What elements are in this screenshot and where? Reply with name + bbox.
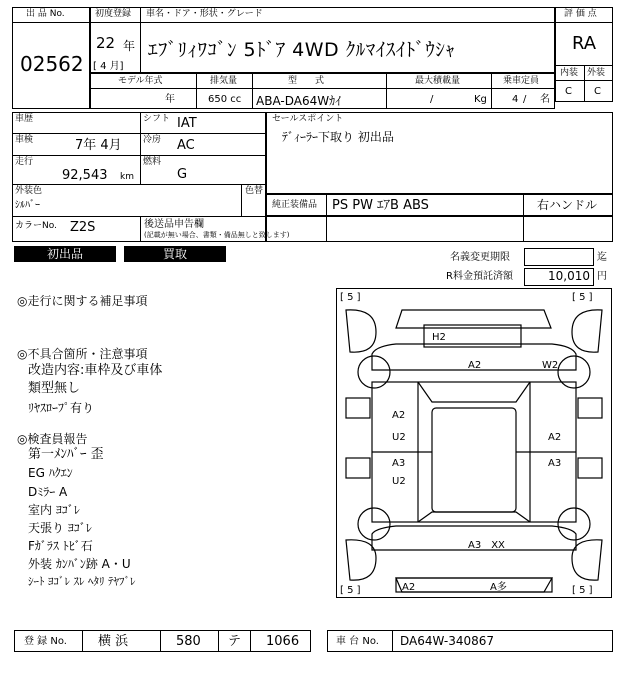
inspector-line: EG ﾊｸｴﾝ bbox=[28, 466, 73, 480]
driving-notes-title: ◎走行に関する補足事項 bbox=[17, 294, 148, 308]
damage-mark: A3 XX bbox=[468, 540, 505, 551]
capacity-value: 4 bbox=[512, 94, 519, 105]
mileage-value: 92,543 bbox=[62, 168, 108, 183]
color-no-value: Z2S bbox=[70, 220, 96, 235]
inspector-line: 外装 ｶﾝﾊﾞﾝ跡 A・U bbox=[28, 557, 131, 571]
color-change-label: 色替 bbox=[245, 186, 264, 196]
damage-mark: A2 bbox=[468, 360, 482, 371]
score-label: 評 価 点 bbox=[564, 9, 597, 19]
equipment-label: 純正装備品 bbox=[272, 200, 318, 210]
name-change-label: 名義変更期限 bbox=[450, 252, 510, 263]
capacity-sep: / bbox=[523, 94, 527, 105]
damage-mark: U2 bbox=[392, 476, 406, 487]
chassis-label: 車 台 No. bbox=[336, 636, 379, 647]
color-label: 外装色 bbox=[15, 186, 43, 196]
model-value: ABA-DA64Wｶｲ bbox=[256, 94, 342, 108]
lot-label: 出 品 No. bbox=[26, 9, 65, 19]
inspector-line: 第一ﾒﾝﾊﾞｰ 歪 bbox=[28, 447, 104, 462]
year-unit: 年 bbox=[123, 39, 136, 53]
exterior-label: 外装 bbox=[587, 68, 606, 78]
damage-mark: A3 bbox=[548, 458, 562, 469]
car-damage-diagram bbox=[336, 288, 612, 598]
recycle-label: R料金預託済額 bbox=[446, 271, 513, 282]
aircon-value: AC bbox=[177, 138, 195, 153]
fuel-label: 燃料 bbox=[143, 157, 162, 167]
history-label: 車歴 bbox=[15, 114, 34, 124]
fuel-value: G bbox=[177, 167, 188, 182]
inspector-line: 天張り ﾖｺﾞﾚ bbox=[28, 521, 92, 535]
corner-label: [ 5 ] bbox=[340, 585, 361, 596]
chassis-number: DA64W-340867 bbox=[400, 634, 495, 648]
name-change-unit: 迄 bbox=[597, 252, 607, 263]
inspection-label: 車検 bbox=[15, 135, 34, 145]
purchase-badge: 買取 bbox=[124, 246, 226, 262]
inspector-title: ◎検査員報告 bbox=[17, 432, 88, 446]
after-extra-box bbox=[266, 216, 613, 242]
reg-kana: テ bbox=[228, 634, 242, 649]
mileage-label: 走行 bbox=[15, 157, 34, 167]
corner-label: [ 5 ] bbox=[572, 292, 593, 303]
reg-label: 登 録 No. bbox=[24, 636, 67, 647]
corner-label: [ 5 ] bbox=[572, 585, 593, 596]
defect-line: 改造内容:車枠及び車体 bbox=[28, 363, 163, 378]
load-label: 最大積載量 bbox=[415, 76, 461, 86]
aircon-label: 冷房 bbox=[143, 135, 162, 145]
defect-line: 類型無し bbox=[28, 381, 81, 396]
after-note: (記載が無い場合、書類・備品無しと致します) bbox=[144, 231, 290, 239]
capacity-unit: 名 bbox=[540, 94, 550, 105]
corner-label: [ 5 ] bbox=[340, 292, 361, 303]
equipment-value: PS PW ｴｱB ABS bbox=[332, 198, 429, 213]
first-reg-label: 初度登録 bbox=[95, 9, 132, 19]
score-value: RA bbox=[572, 33, 597, 54]
defects-title: ◎不具合箇所・注意事項 bbox=[17, 347, 148, 361]
name-label: 車名・ドア・形状・グレード bbox=[146, 9, 263, 19]
displacement-label: 排気量 bbox=[210, 76, 238, 86]
after-label: 後送品申告欄 bbox=[144, 219, 204, 230]
inspection-value: 7年 4月 bbox=[75, 138, 122, 153]
recycle-unit: 円 bbox=[597, 271, 607, 282]
inspector-line: 室内 ﾖｺﾞﾚ bbox=[28, 503, 80, 517]
reg-number: 1066 bbox=[266, 634, 300, 649]
first-reg-year: 22 bbox=[96, 34, 116, 52]
damage-mark: U2 bbox=[392, 432, 406, 443]
first-listing-badge: 初出品 bbox=[14, 246, 116, 262]
reg-area: 横 浜 bbox=[98, 634, 129, 649]
handle-value: 右ハンドル bbox=[537, 198, 598, 212]
car-name: ｴﾌﾞﾘｨﾜｺﾞﾝ 5ﾄﾞｱ 4WD ｸﾙﾏｲｽｲﾄﾞｳｼｬ bbox=[148, 39, 456, 61]
damage-mark: A3 bbox=[392, 458, 406, 469]
damage-mark: A2 bbox=[548, 432, 562, 443]
load-unit: Kg bbox=[474, 94, 487, 105]
interior-label: 内装 bbox=[560, 68, 579, 78]
name-change-box bbox=[524, 248, 594, 266]
reg-class: 580 bbox=[176, 634, 201, 649]
damage-mark: A2 bbox=[402, 582, 416, 593]
sales-point-label: セールスポイント bbox=[272, 114, 344, 124]
model-year-label: モデル年式 bbox=[118, 76, 163, 86]
inspector-line: ｼｰﾄ ﾖｺﾞﾚ ｽﾚ ﾍﾀﾘ ﾃﾔﾌﾞﾚ bbox=[28, 575, 136, 588]
damage-mark: W2 bbox=[542, 360, 559, 371]
color-value: ｼﾙﾊﾞｰ bbox=[15, 200, 40, 211]
load-value: / bbox=[430, 94, 434, 105]
shift-value: IAT bbox=[177, 116, 197, 131]
damage-mark: A多 bbox=[490, 582, 507, 593]
first-reg-month: [ 4 月] bbox=[93, 61, 124, 72]
capacity-label: 乗車定員 bbox=[503, 76, 540, 86]
recycle-value: 10,010 bbox=[548, 269, 590, 283]
damage-mark: A2 bbox=[392, 410, 406, 421]
interior-grade: C bbox=[565, 86, 572, 97]
color-no-label: カラーNo. bbox=[15, 221, 57, 231]
defect-line: ﾘﾔｽﾛｰﾌﾟ有り bbox=[28, 401, 95, 415]
model-year-unit: 年 bbox=[165, 94, 175, 105]
model-label: 型 式 bbox=[288, 76, 325, 86]
lot-number: 02562 bbox=[20, 52, 84, 76]
shift-label: シフト bbox=[143, 114, 171, 124]
damage-mark: H2 bbox=[432, 332, 446, 343]
sales-point-value: ﾃﾞｨｰﾗｰ下取り 初出品 bbox=[282, 130, 394, 144]
mileage-unit: km bbox=[120, 172, 134, 182]
displacement-value: 650 cc bbox=[208, 94, 242, 105]
inspector-line: Dﾐﾗｰ A bbox=[28, 485, 68, 499]
exterior-grade: C bbox=[594, 86, 601, 97]
inspector-line: Fｶﾞﾗｽ ﾄﾋﾞ石 bbox=[28, 539, 93, 553]
